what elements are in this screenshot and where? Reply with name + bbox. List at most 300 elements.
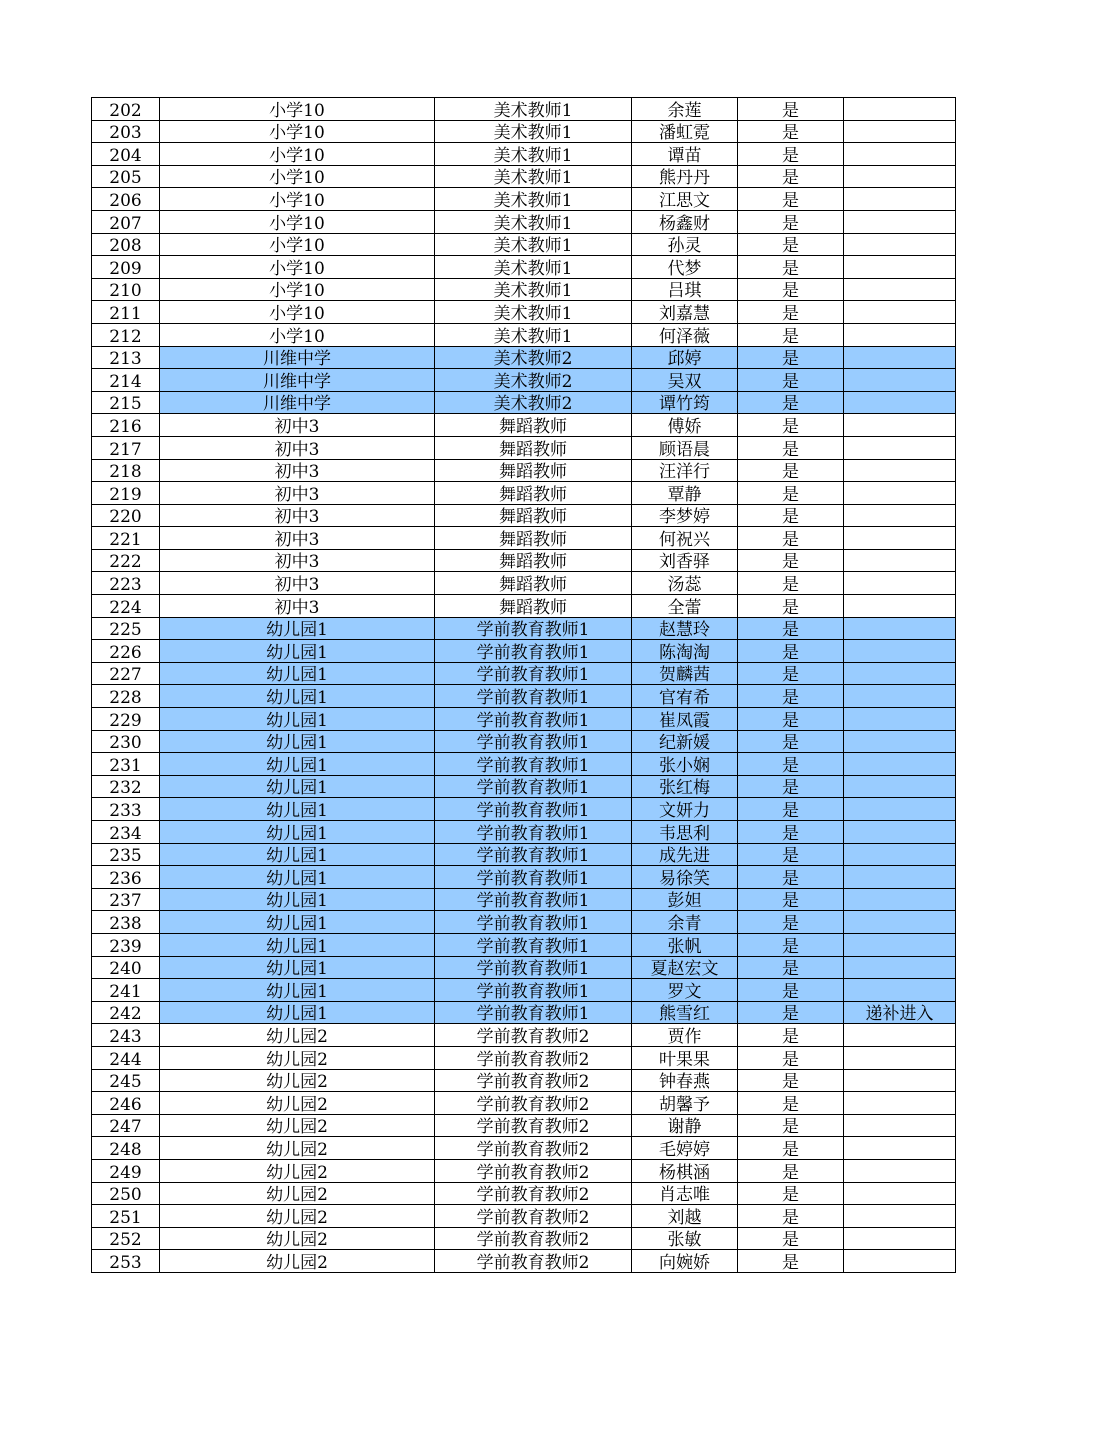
table-row [92, 1227, 956, 1250]
row-number-cell: 219 [92, 482, 160, 505]
candidate-name-cell: 江思文 [632, 188, 738, 211]
qualified-cell: 是 [738, 414, 844, 437]
roster-table [91, 97, 956, 1273]
position-cell: 美术教师1 [435, 120, 632, 143]
school-cell: 小学10 [160, 278, 435, 301]
candidate-name-cell: 易徐笑 [632, 866, 738, 889]
qualified-cell: 是 [738, 165, 844, 188]
candidate-name-cell: 夏赵宏文 [632, 956, 738, 979]
position-cell: 舞蹈教师 [435, 459, 632, 482]
candidate-name-cell: 汤蕊 [632, 572, 738, 595]
school-cell: 小学10 [160, 233, 435, 256]
table-row [92, 933, 956, 956]
school-cell: 幼儿园2 [160, 1137, 435, 1160]
position-cell: 美术教师1 [435, 233, 632, 256]
position-cell: 学前教育教师1 [435, 708, 632, 731]
row-number-cell: 233 [92, 798, 160, 821]
qualified-cell: 是 [738, 572, 844, 595]
note-cell [844, 911, 956, 934]
school-cell: 小学10 [160, 188, 435, 211]
candidate-name-cell: 张红梅 [632, 775, 738, 798]
qualified-cell: 是 [738, 436, 844, 459]
note-cell [844, 1205, 956, 1228]
note-cell: 递补进入 [844, 1001, 956, 1024]
school-cell: 幼儿园1 [160, 956, 435, 979]
school-cell: 幼儿园2 [160, 1205, 435, 1228]
qualified-cell: 是 [738, 730, 844, 753]
table-row [92, 436, 956, 459]
qualified-cell: 是 [738, 1046, 844, 1069]
table-row [92, 979, 956, 1002]
school-cell: 幼儿园1 [160, 617, 435, 640]
school-cell: 小学10 [160, 256, 435, 279]
note-cell [844, 414, 956, 437]
note-cell [844, 775, 956, 798]
position-cell: 学前教育教师1 [435, 798, 632, 821]
row-number-cell: 228 [92, 685, 160, 708]
position-cell: 美术教师1 [435, 165, 632, 188]
row-number-cell: 250 [92, 1182, 160, 1205]
position-cell: 学前教育教师1 [435, 843, 632, 866]
row-number-cell: 217 [92, 436, 160, 459]
row-number-cell: 226 [92, 640, 160, 663]
row-number-cell: 230 [92, 730, 160, 753]
qualified-cell: 是 [738, 1114, 844, 1137]
qualified-cell: 是 [738, 685, 844, 708]
row-number-cell: 214 [92, 369, 160, 392]
table-row [92, 1250, 956, 1273]
row-number-cell: 253 [92, 1250, 160, 1273]
school-cell: 小学10 [160, 120, 435, 143]
school-cell: 幼儿园2 [160, 1227, 435, 1250]
table-row [92, 233, 956, 256]
candidate-name-cell: 谢静 [632, 1114, 738, 1137]
school-cell: 初中3 [160, 459, 435, 482]
candidate-name-cell: 钟春燕 [632, 1069, 738, 1092]
table-row [92, 1114, 956, 1137]
position-cell: 学前教育教师1 [435, 730, 632, 753]
position-cell: 学前教育教师1 [435, 933, 632, 956]
row-number-cell: 204 [92, 143, 160, 166]
candidate-name-cell: 张小娴 [632, 753, 738, 776]
school-cell: 川维中学 [160, 369, 435, 392]
note-cell [844, 662, 956, 685]
table-row [92, 1046, 956, 1069]
school-cell: 幼儿园1 [160, 866, 435, 889]
qualified-cell: 是 [738, 708, 844, 731]
position-cell: 学前教育教师1 [435, 662, 632, 685]
note-cell [844, 843, 956, 866]
school-cell: 小学10 [160, 210, 435, 233]
table-row [92, 843, 956, 866]
school-cell: 初中3 [160, 595, 435, 618]
table-row [92, 1137, 956, 1160]
note-cell [844, 1137, 956, 1160]
candidate-name-cell: 熊雪红 [632, 1001, 738, 1024]
note-cell [844, 346, 956, 369]
school-cell: 幼儿园2 [160, 1159, 435, 1182]
note-cell [844, 482, 956, 505]
note-cell [844, 888, 956, 911]
qualified-cell: 是 [738, 956, 844, 979]
position-cell: 学前教育教师2 [435, 1182, 632, 1205]
note-cell [844, 572, 956, 595]
table-row [92, 1001, 956, 1024]
qualified-cell: 是 [738, 821, 844, 844]
candidate-name-cell: 汪洋行 [632, 459, 738, 482]
note-cell [844, 233, 956, 256]
note-cell [844, 730, 956, 753]
note-cell [844, 1092, 956, 1115]
note-cell [844, 956, 956, 979]
school-cell: 初中3 [160, 572, 435, 595]
qualified-cell: 是 [738, 843, 844, 866]
note-cell [844, 278, 956, 301]
school-cell: 幼儿园2 [160, 1069, 435, 1092]
school-cell: 幼儿园1 [160, 775, 435, 798]
note-cell [844, 1182, 956, 1205]
row-number-cell: 239 [92, 933, 160, 956]
row-number-cell: 225 [92, 617, 160, 640]
row-number-cell: 207 [92, 210, 160, 233]
candidate-name-cell: 张敏 [632, 1227, 738, 1250]
position-cell: 学前教育教师1 [435, 685, 632, 708]
row-number-cell: 218 [92, 459, 160, 482]
qualified-cell: 是 [738, 346, 844, 369]
table-row [92, 549, 956, 572]
position-cell: 学前教育教师2 [435, 1137, 632, 1160]
row-number-cell: 202 [92, 98, 160, 121]
school-cell: 小学10 [160, 143, 435, 166]
qualified-cell: 是 [738, 775, 844, 798]
note-cell [844, 1159, 956, 1182]
qualified-cell: 是 [738, 640, 844, 663]
candidate-name-cell: 杨棋涵 [632, 1159, 738, 1182]
note-cell [844, 1024, 956, 1047]
candidate-name-cell: 李梦婷 [632, 504, 738, 527]
candidate-name-cell: 全蕾 [632, 595, 738, 618]
position-cell: 学前教育教师2 [435, 1114, 632, 1137]
table-row [92, 685, 956, 708]
table-row [92, 1159, 956, 1182]
position-cell: 美术教师2 [435, 369, 632, 392]
row-number-cell: 245 [92, 1069, 160, 1092]
candidate-name-cell: 刘越 [632, 1205, 738, 1228]
position-cell: 美术教师1 [435, 301, 632, 324]
qualified-cell: 是 [738, 278, 844, 301]
row-number-cell: 238 [92, 911, 160, 934]
candidate-name-cell: 邱婷 [632, 346, 738, 369]
candidate-name-cell: 刘嘉慧 [632, 301, 738, 324]
table-row [92, 775, 956, 798]
candidate-name-cell: 余莲 [632, 98, 738, 121]
school-cell: 幼儿园2 [160, 1024, 435, 1047]
qualified-cell: 是 [738, 1069, 844, 1092]
table-row [92, 120, 956, 143]
note-cell [844, 595, 956, 618]
table-row [92, 1182, 956, 1205]
table-row [92, 369, 956, 392]
table-row [92, 640, 956, 663]
note-cell [844, 685, 956, 708]
table-row [92, 1205, 956, 1228]
school-cell: 初中3 [160, 527, 435, 550]
note-cell [844, 1250, 956, 1273]
row-number-cell: 203 [92, 120, 160, 143]
candidate-name-cell: 顾语晨 [632, 436, 738, 459]
note-cell [844, 256, 956, 279]
school-cell: 幼儿园2 [160, 1092, 435, 1115]
note-cell [844, 821, 956, 844]
row-number-cell: 223 [92, 572, 160, 595]
position-cell: 学前教育教师2 [435, 1250, 632, 1273]
school-cell: 幼儿园1 [160, 821, 435, 844]
note-cell [844, 459, 956, 482]
row-number-cell: 227 [92, 662, 160, 685]
position-cell: 学前教育教师1 [435, 956, 632, 979]
row-number-cell: 246 [92, 1092, 160, 1115]
candidate-name-cell: 肖志唯 [632, 1182, 738, 1205]
row-number-cell: 209 [92, 256, 160, 279]
qualified-cell: 是 [738, 256, 844, 279]
candidate-name-cell: 谭竹筠 [632, 391, 738, 414]
candidate-name-cell: 潘虹霓 [632, 120, 738, 143]
qualified-cell: 是 [738, 504, 844, 527]
row-number-cell: 252 [92, 1227, 160, 1250]
position-cell: 舞蹈教师 [435, 504, 632, 527]
candidate-name-cell: 文妍力 [632, 798, 738, 821]
candidate-name-cell: 陈淘淘 [632, 640, 738, 663]
note-cell [844, 143, 956, 166]
position-cell: 学前教育教师1 [435, 888, 632, 911]
table-row [92, 1069, 956, 1092]
position-cell: 舞蹈教师 [435, 595, 632, 618]
table-row [92, 346, 956, 369]
school-cell: 小学10 [160, 98, 435, 121]
candidate-name-cell: 刘香驿 [632, 549, 738, 572]
row-number-cell: 224 [92, 595, 160, 618]
position-cell: 舞蹈教师 [435, 482, 632, 505]
candidate-name-cell: 胡馨予 [632, 1092, 738, 1115]
note-cell [844, 323, 956, 346]
school-cell: 初中3 [160, 414, 435, 437]
position-cell: 美术教师1 [435, 188, 632, 211]
candidate-name-cell: 张帆 [632, 933, 738, 956]
qualified-cell: 是 [738, 188, 844, 211]
qualified-cell: 是 [738, 1137, 844, 1160]
school-cell: 幼儿园2 [160, 1046, 435, 1069]
row-number-cell: 222 [92, 549, 160, 572]
school-cell: 初中3 [160, 504, 435, 527]
school-cell: 幼儿园1 [160, 662, 435, 685]
candidate-name-cell: 余青 [632, 911, 738, 934]
school-cell: 小学10 [160, 323, 435, 346]
candidate-name-cell: 叶果果 [632, 1046, 738, 1069]
row-number-cell: 220 [92, 504, 160, 527]
position-cell: 美术教师1 [435, 98, 632, 121]
row-number-cell: 205 [92, 165, 160, 188]
school-cell: 幼儿园1 [160, 753, 435, 776]
position-cell: 美术教师2 [435, 346, 632, 369]
table-row [92, 911, 956, 934]
table-row [92, 256, 956, 279]
row-number-cell: 229 [92, 708, 160, 731]
table-row [92, 391, 956, 414]
row-number-cell: 232 [92, 775, 160, 798]
candidate-name-cell: 谭苗 [632, 143, 738, 166]
table-row [92, 753, 956, 776]
note-cell [844, 210, 956, 233]
qualified-cell: 是 [738, 617, 844, 640]
note-cell [844, 98, 956, 121]
row-number-cell: 236 [92, 866, 160, 889]
table-row [92, 414, 956, 437]
school-cell: 幼儿园1 [160, 933, 435, 956]
table-row [92, 504, 956, 527]
note-cell [844, 301, 956, 324]
table-row [92, 482, 956, 505]
row-number-cell: 244 [92, 1046, 160, 1069]
note-cell [844, 1227, 956, 1250]
table-row [92, 527, 956, 550]
position-cell: 学前教育教师1 [435, 911, 632, 934]
candidate-name-cell: 吴双 [632, 369, 738, 392]
table-row [92, 1092, 956, 1115]
position-cell: 学前教育教师1 [435, 775, 632, 798]
candidate-name-cell: 傅娇 [632, 414, 738, 437]
qualified-cell: 是 [738, 120, 844, 143]
position-cell: 舞蹈教师 [435, 572, 632, 595]
school-cell: 幼儿园1 [160, 640, 435, 663]
qualified-cell: 是 [738, 301, 844, 324]
school-cell: 幼儿园1 [160, 685, 435, 708]
qualified-cell: 是 [738, 210, 844, 233]
qualified-cell: 是 [738, 369, 844, 392]
note-cell [844, 391, 956, 414]
position-cell: 学前教育教师2 [435, 1205, 632, 1228]
position-cell: 学前教育教师1 [435, 821, 632, 844]
candidate-name-cell: 吕琪 [632, 278, 738, 301]
school-cell: 幼儿园1 [160, 708, 435, 731]
table-row [92, 730, 956, 753]
note-cell [844, 753, 956, 776]
table-row [92, 1024, 956, 1047]
row-number-cell: 215 [92, 391, 160, 414]
table-row [92, 708, 956, 731]
candidate-name-cell: 覃静 [632, 482, 738, 505]
note-cell [844, 640, 956, 663]
row-number-cell: 242 [92, 1001, 160, 1024]
row-number-cell: 231 [92, 753, 160, 776]
qualified-cell: 是 [738, 391, 844, 414]
school-cell: 小学10 [160, 165, 435, 188]
note-cell [844, 1114, 956, 1137]
table-row [92, 143, 956, 166]
row-number-cell: 247 [92, 1114, 160, 1137]
qualified-cell: 是 [738, 1092, 844, 1115]
table-row [92, 323, 956, 346]
qualified-cell: 是 [738, 1182, 844, 1205]
qualified-cell: 是 [738, 98, 844, 121]
table-row [92, 459, 956, 482]
candidate-name-cell: 何祝兴 [632, 527, 738, 550]
position-cell: 舞蹈教师 [435, 414, 632, 437]
qualified-cell: 是 [738, 911, 844, 934]
qualified-cell: 是 [738, 798, 844, 821]
position-cell: 学前教育教师2 [435, 1092, 632, 1115]
qualified-cell: 是 [738, 482, 844, 505]
candidate-name-cell: 彭妲 [632, 888, 738, 911]
school-cell: 幼儿园2 [160, 1182, 435, 1205]
qualified-cell: 是 [738, 753, 844, 776]
row-number-cell: 240 [92, 956, 160, 979]
qualified-cell: 是 [738, 1001, 844, 1024]
row-number-cell: 210 [92, 278, 160, 301]
candidate-name-cell: 毛婷婷 [632, 1137, 738, 1160]
table-row [92, 301, 956, 324]
candidate-name-cell: 杨鑫财 [632, 210, 738, 233]
roster-body [92, 98, 956, 1273]
qualified-cell: 是 [738, 323, 844, 346]
table-row [92, 617, 956, 640]
position-cell: 美术教师1 [435, 210, 632, 233]
qualified-cell: 是 [738, 662, 844, 685]
row-number-cell: 237 [92, 888, 160, 911]
row-number-cell: 221 [92, 527, 160, 550]
position-cell: 学前教育教师2 [435, 1069, 632, 1092]
position-cell: 学前教育教师2 [435, 1046, 632, 1069]
row-number-cell: 248 [92, 1137, 160, 1160]
row-number-cell: 234 [92, 821, 160, 844]
table-row [92, 821, 956, 844]
position-cell: 学前教育教师1 [435, 753, 632, 776]
note-cell [844, 369, 956, 392]
position-cell: 舞蹈教师 [435, 527, 632, 550]
qualified-cell: 是 [738, 459, 844, 482]
table-row [92, 866, 956, 889]
qualified-cell: 是 [738, 1250, 844, 1273]
qualified-cell: 是 [738, 233, 844, 256]
qualified-cell: 是 [738, 979, 844, 1002]
candidate-name-cell: 何泽薇 [632, 323, 738, 346]
table-row [92, 956, 956, 979]
note-cell [844, 617, 956, 640]
school-cell: 幼儿园1 [160, 911, 435, 934]
school-cell: 幼儿园2 [160, 1114, 435, 1137]
note-cell [844, 549, 956, 572]
school-cell: 幼儿园1 [160, 979, 435, 1002]
qualified-cell: 是 [738, 595, 844, 618]
table-row [92, 798, 956, 821]
school-cell: 幼儿园1 [160, 888, 435, 911]
position-cell: 美术教师1 [435, 256, 632, 279]
candidate-name-cell: 崔凤霞 [632, 708, 738, 731]
position-cell: 学前教育教师1 [435, 617, 632, 640]
qualified-cell: 是 [738, 933, 844, 956]
position-cell: 美术教师1 [435, 323, 632, 346]
candidate-name-cell: 官宥希 [632, 685, 738, 708]
row-number-cell: 213 [92, 346, 160, 369]
row-number-cell: 251 [92, 1205, 160, 1228]
position-cell: 学前教育教师1 [435, 866, 632, 889]
note-cell [844, 504, 956, 527]
qualified-cell: 是 [738, 1227, 844, 1250]
school-cell: 初中3 [160, 482, 435, 505]
row-number-cell: 206 [92, 188, 160, 211]
position-cell: 舞蹈教师 [435, 436, 632, 459]
note-cell [844, 708, 956, 731]
table-row [92, 572, 956, 595]
